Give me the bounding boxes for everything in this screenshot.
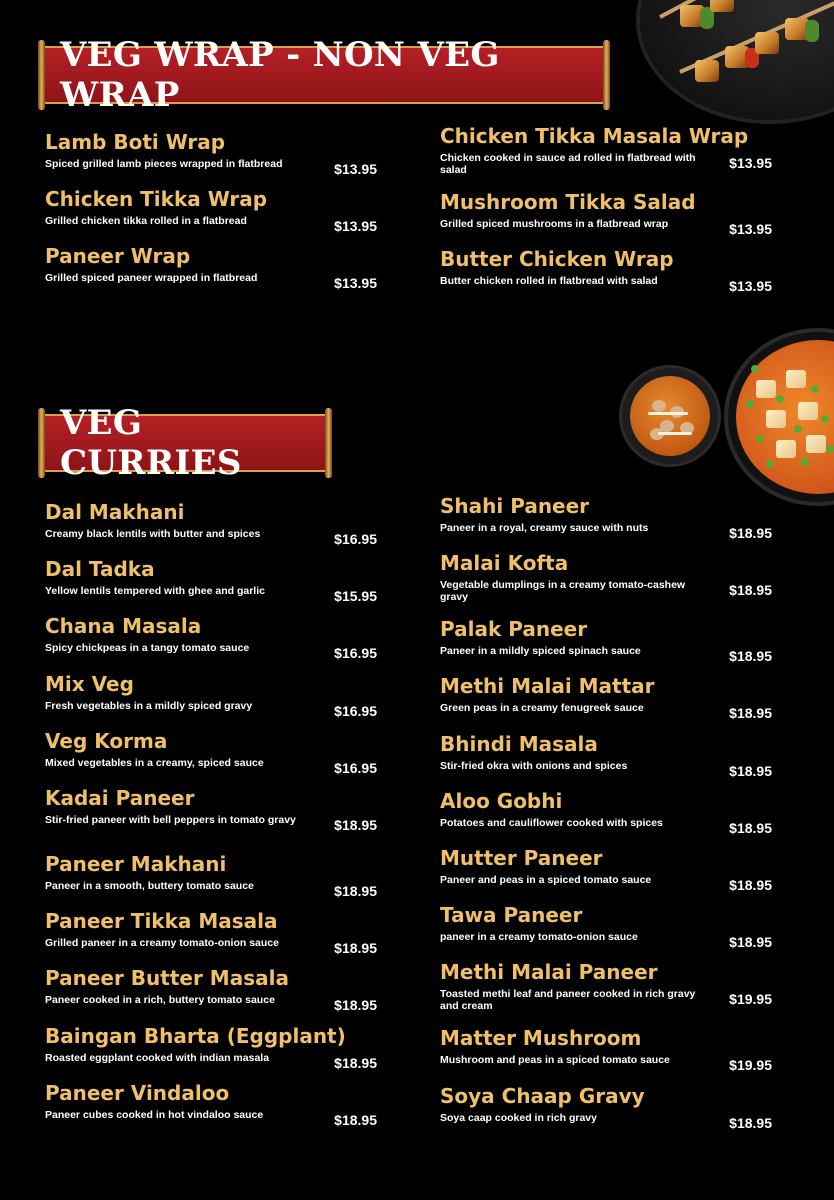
- menu-item-description: Potatoes and cauliflower cooked with spices: [440, 816, 663, 829]
- menu-item-name: Paneer Butter Masala: [45, 966, 289, 991]
- paneer-cube: [756, 380, 776, 398]
- menu-item: [440, 1026, 772, 1083]
- menu-item-description: Chicken cooked in sauce ad rolled in flatbread with salad: [440, 152, 696, 176]
- menu-item-description: Roasted eggplant cooked with indian masala: [45, 1051, 270, 1064]
- menu-item-name: Paneer Wrap: [45, 244, 191, 269]
- green-pea: [751, 365, 759, 373]
- paneer-cube: [786, 370, 806, 388]
- curry-fill: [630, 376, 710, 456]
- menu-item-description: Paneer cubes cooked in hot vindaloo sauce: [45, 1108, 264, 1121]
- menu-item: [440, 190, 772, 247]
- menu-item: [45, 909, 377, 966]
- menu-item-description: Toasted methi leaf and paneer cooked in rich gravy and cream: [440, 988, 696, 1013]
- menu-item-name: Mushroom Tikka Salad: [440, 190, 696, 214]
- wraps-left-column: [45, 130, 377, 302]
- menu-item-price: $18.95: [729, 819, 772, 836]
- menu-item-description: Paneer cooked in a rich, buttery tomato sauce: [45, 994, 275, 1007]
- menu-item-name: Bhindi Masala: [440, 731, 598, 756]
- paneer-tikka-skewers-image: [640, 0, 834, 120]
- menu-item-price: $18.95: [729, 934, 772, 951]
- curries-section-title: VEG CURRIES: [60, 403, 242, 483]
- green-pea: [794, 425, 802, 433]
- green-pea: [766, 460, 774, 468]
- menu-item: [45, 1024, 377, 1081]
- paneer-cube: [710, 0, 734, 12]
- malai-kofta-bowl-image: [622, 368, 718, 464]
- menu-item-description: Green peas in a creamy fenugreek sauce: [440, 702, 644, 715]
- menu-item-price: $16.95: [334, 645, 377, 662]
- menu-item-price: $13.95: [729, 278, 772, 295]
- menu-item-price: $18.95: [729, 1114, 772, 1131]
- cream-swirl: [658, 432, 692, 435]
- green-pea: [756, 435, 764, 443]
- menu-item: [45, 966, 377, 1023]
- menu-item-price: $13.95: [729, 155, 772, 171]
- menu-item-name: Chicken Tikka Masala Wrap: [440, 124, 749, 148]
- menu-item-name: Lamb Boti Wrap: [45, 130, 226, 154]
- green-pea: [826, 445, 834, 453]
- menu-item: [440, 551, 772, 617]
- curries-section-banner: [38, 403, 332, 483]
- menu-item-name: Paneer Vindaloo: [45, 1080, 230, 1105]
- menu-item-description: Paneer in a mildly spiced spinach sauce: [440, 645, 641, 658]
- menu-item: [440, 494, 772, 551]
- menu-item: [45, 244, 377, 301]
- menu-item-description: Creamy black lentils with butter and spices: [45, 528, 261, 540]
- menu-item-price: $19.95: [729, 991, 772, 1008]
- menu-item-name: Veg Korma: [45, 728, 168, 753]
- menu-item-price: $18.95: [729, 705, 772, 722]
- menu-item: [440, 846, 772, 903]
- menu-item-price: $16.95: [334, 759, 377, 776]
- menu-item-description: Grilled chicken tikka rolled in a flatbread: [45, 215, 247, 228]
- menu-item-price: $18.95: [334, 816, 377, 833]
- menu-item-description: Grilled spiced mushrooms in a flatbread wrap: [440, 218, 669, 230]
- menu-item-price: $13.95: [334, 161, 377, 177]
- menu-item: [45, 729, 377, 786]
- menu-item-price: $18.95: [334, 1111, 377, 1128]
- paneer-cube: [806, 435, 826, 453]
- menu-item-price: $13.95: [334, 275, 377, 292]
- menu-item: [45, 672, 377, 729]
- menu-item: [45, 187, 377, 244]
- menu-item-description: Yellow lentils tempered with ghee and garlic: [45, 585, 265, 598]
- menu-item-name: Matter Mushroom: [440, 1026, 642, 1051]
- green-pea: [801, 458, 809, 466]
- menu-item-description: Vegetable dumplings in a creamy tomato-cashew gravy: [440, 579, 686, 604]
- menu-item-name: Soya Chaap Gravy: [440, 1083, 645, 1108]
- menu-item-name: Paneer Makhani: [45, 851, 227, 876]
- menu-item-description: Stir-fried okra with onions and spices: [440, 759, 628, 772]
- menu-item-name: Tawa Paneer: [440, 903, 583, 928]
- menu-item: [45, 130, 377, 187]
- menu-item-name: Methi Malai Paneer: [440, 960, 658, 985]
- menu-item-description: Stir-fried paneer with bell peppers in tomato gravy: [45, 813, 296, 826]
- menu-item: [440, 674, 772, 731]
- cream-swirl: [648, 412, 688, 415]
- curry-fill: [736, 340, 834, 494]
- menu-item: [440, 789, 772, 846]
- menu-item: [440, 247, 772, 304]
- scroll-rod-left: [38, 40, 45, 110]
- menu-item-name: Shahi Paneer: [440, 494, 590, 518]
- menu-item-description: Mixed vegetables in a creamy, spiced sauce: [45, 756, 264, 769]
- curries-right-column: [440, 494, 772, 1141]
- menu-item: [45, 614, 377, 671]
- menu-item-description: Spicy chickpeas in a tangy tomato sauce: [45, 642, 250, 655]
- menu-item-description: Grilled paneer in a creamy tomato-onion sauce: [45, 937, 279, 950]
- menu-item-price: $16.95: [334, 531, 377, 547]
- menu-item: [45, 852, 377, 909]
- menu-item-description: Soya caap cooked in rich gravy: [440, 1111, 597, 1124]
- menu-item-price: $18.95: [729, 762, 772, 779]
- green-pea: [776, 395, 784, 403]
- menu-item: [440, 960, 772, 1026]
- menu-item-price: $16.95: [334, 702, 377, 719]
- menu-item: [45, 1081, 377, 1138]
- menu-item-name: Chicken Tikka Wrap: [45, 187, 268, 212]
- wraps-right-column: [440, 124, 772, 304]
- menu-item: [440, 617, 772, 674]
- menu-item-price: $18.95: [334, 997, 377, 1014]
- menu-item-name: Methi Malai Mattar: [440, 674, 655, 699]
- paneer-cube: [695, 60, 719, 82]
- menu-item-price: $13.95: [729, 221, 772, 237]
- mutter-paneer-bowl-image: [728, 332, 834, 502]
- wraps-section-title: VEG WRAP - NON VEG WRAP: [60, 35, 500, 115]
- menu-item-description: paneer in a creamy tomato-onion sauce: [440, 931, 638, 944]
- menu-item-price: $13.95: [334, 218, 377, 235]
- menu-item-name: Mix Veg: [45, 671, 134, 696]
- menu-item-price: $18.95: [729, 876, 772, 893]
- menu-item: [45, 786, 377, 852]
- menu-item-name: Baingan Bharta (Eggplant): [45, 1023, 346, 1048]
- menu-item-price: $18.95: [729, 648, 772, 665]
- menu-item-description: Spiced grilled lamb pieces wrapped in flatbread: [45, 158, 283, 170]
- menu-item-price: $18.95: [729, 582, 772, 599]
- menu-item-description: Mushroom and peas in a spiced tomato sauce: [440, 1054, 670, 1067]
- menu-item-price: $18.95: [729, 525, 772, 541]
- menu-item-name: Kadai Paneer: [45, 785, 195, 810]
- menu-item: [440, 124, 772, 190]
- wraps-section-banner: [38, 35, 610, 115]
- paneer-cube: [766, 410, 786, 428]
- menu-item: [440, 903, 772, 960]
- menu-item-price: $18.95: [334, 1054, 377, 1071]
- menu-item-description: Paneer and peas in a spiced tomato sauce: [440, 873, 652, 886]
- menu-item-name: Malai Kofta: [440, 551, 569, 576]
- menu-item-description: Grilled spiced paneer wrapped in flatbread: [45, 272, 258, 285]
- green-pea: [746, 400, 754, 408]
- menu-item-name: Dal Tadka: [45, 557, 155, 582]
- pepper-piece: [805, 20, 819, 42]
- menu-item: [45, 500, 377, 557]
- green-pea: [821, 415, 829, 423]
- menu-item-name: Dal Makhani: [45, 500, 185, 524]
- menu-item-description: Paneer in a royal, creamy sauce with nuts: [440, 522, 649, 534]
- menu-item-name: Paneer Tikka Masala: [45, 909, 278, 934]
- paneer-cube: [755, 32, 779, 54]
- curries-left-column: [45, 500, 377, 1138]
- paneer-cube: [798, 402, 818, 420]
- paneer-cube: [776, 440, 796, 458]
- kofta-ball: [652, 400, 666, 412]
- menu-item-description: Fresh vegetables in a mildly spiced gravy: [45, 699, 253, 712]
- menu-item-name: Mutter Paneer: [440, 845, 603, 870]
- menu-item-description: Butter chicken rolled in flatbread with salad: [440, 275, 658, 288]
- scroll-rod-left: [38, 408, 45, 478]
- menu-item-price: $18.95: [334, 940, 377, 957]
- menu-item-name: Butter Chicken Wrap: [440, 247, 674, 272]
- menu-item-name: Aloo Gobhi: [440, 788, 563, 813]
- menu-item: [440, 1084, 772, 1141]
- menu-item-name: Palak Paneer: [440, 617, 588, 642]
- menu-item-price: $19.95: [729, 1057, 772, 1074]
- green-pea: [811, 385, 819, 393]
- menu-item: [45, 557, 377, 614]
- menu-item-price: $18.95: [334, 882, 377, 899]
- menu-item-price: $15.95: [334, 588, 377, 605]
- menu-item-name: Chana Masala: [45, 614, 202, 639]
- menu-item: [440, 732, 772, 789]
- menu-item-description: Paneer in a smooth, buttery tomato sauce: [45, 879, 254, 892]
